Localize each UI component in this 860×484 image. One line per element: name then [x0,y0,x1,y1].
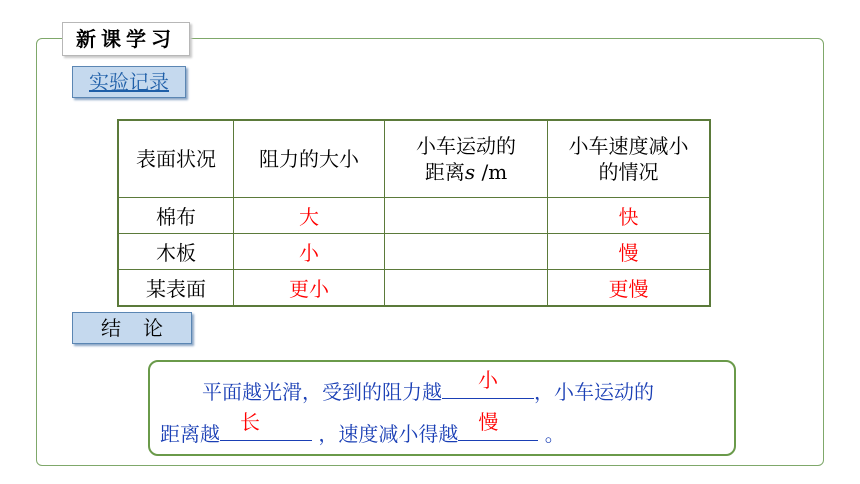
cell-speed-change: 快 [548,198,711,234]
conclusion-text-1: 平面越光滑，受到的阻力越 [202,380,442,404]
conclusion-line-1 [202,368,654,405]
cell-surface: 棉布 [118,198,234,234]
header-distance-unit: /m [475,160,508,184]
answer-1: 小 [478,368,498,392]
header-surface: 表面状况 [118,120,234,198]
answer-blank-3[interactable] [458,410,538,441]
cell-distance [385,198,548,234]
cell-resistance: 更小 [234,270,385,307]
conclusion-text-3: 距离越 [160,422,220,446]
header-speed-line2: 的情况 [598,160,659,184]
header-distance [385,120,548,198]
table-row [118,270,710,307]
conclusion-text-2: ，小车运动的 [534,380,654,404]
header-distance-line1: 小车运动的 [416,134,516,158]
header-speed-change [548,120,711,198]
table-header-row [118,120,710,198]
cell-surface: 某表面 [118,270,234,307]
cell-distance [385,234,548,270]
section-title: 新课学习 [62,22,190,56]
cell-resistance: 大 [234,198,385,234]
table-row [118,198,710,234]
answer-2: 长 [240,410,260,434]
answer-blank-2[interactable] [220,410,312,441]
cell-speed-change: 更慢 [548,270,711,307]
conclusion-text-5: 。 [538,422,565,446]
cell-resistance: 小 [234,234,385,270]
conclusion-box [148,360,736,456]
experiment-record-button[interactable]: 实验记录 [72,66,186,98]
header-speed-line1: 小车速度减小 [568,134,689,158]
conclusion-text-4: ，速度减小得越 [312,422,459,446]
conclusion-button[interactable]: 结论 [72,312,192,344]
cell-surface: 木板 [118,234,234,270]
conclusion-line-2 [160,410,565,447]
answer-3: 慢 [478,410,499,434]
answer-blank-1[interactable] [442,368,534,399]
cell-distance [385,270,548,307]
header-resistance: 阻力的大小 [234,120,385,198]
header-distance-symbol: s [464,160,476,184]
header-distance-line2a: 距离 [424,160,465,184]
cell-speed-change: 慢 [548,234,711,270]
table-row [118,234,710,270]
record-table [117,119,711,307]
